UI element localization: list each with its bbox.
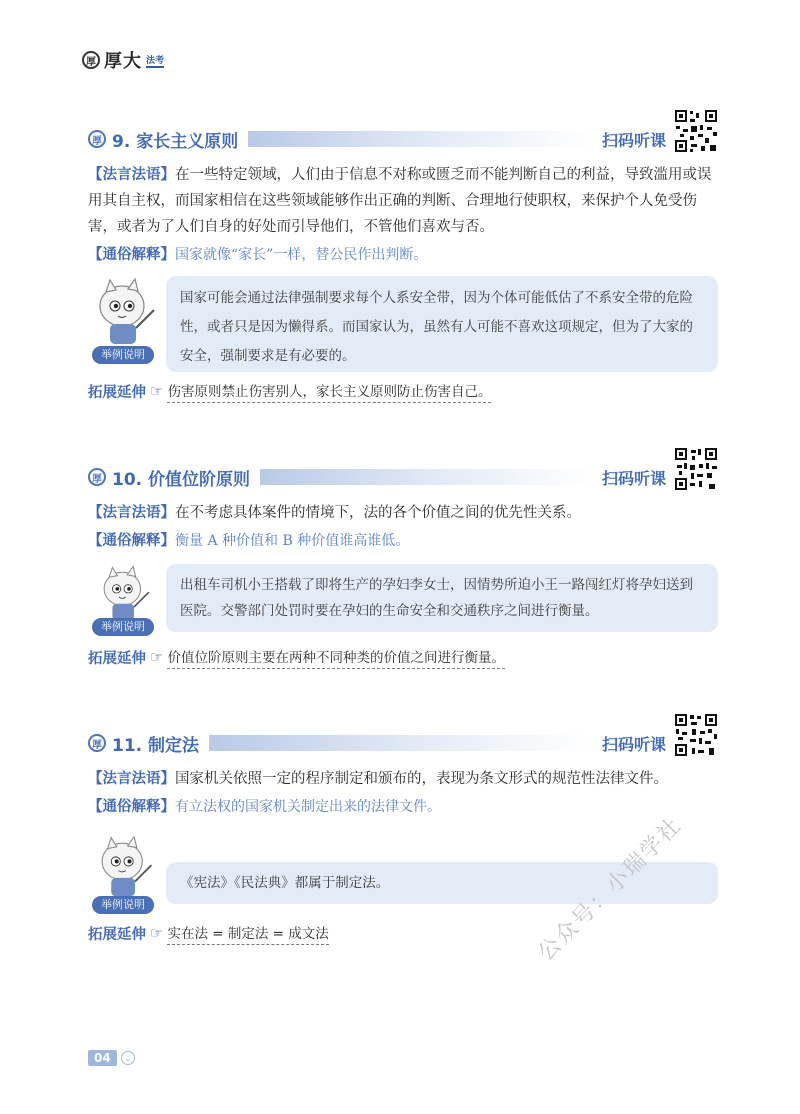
page-chevron-icon: ⌄: [121, 1051, 135, 1065]
logo-icon: 厚: [82, 51, 100, 69]
pointing-hand-icon: ☞: [150, 924, 164, 942]
example-label: 举例说明: [92, 618, 154, 636]
section-11: [88, 728, 718, 946]
plain-label: 【通俗解释】: [88, 799, 175, 815]
section-title: 10. 价值位阶原则: [112, 469, 251, 490]
section-icon: 厚: [88, 468, 106, 486]
logo-brand: 厚大: [104, 51, 142, 72]
legal-label: 【法言法语】: [88, 505, 175, 521]
example-label: 举例说明: [92, 896, 154, 914]
mascot-avatar: [88, 834, 160, 916]
plain-text: 有立法权的国家机关制定出来的法律文件。: [175, 799, 441, 815]
legal-definition: [88, 500, 718, 526]
scan-label: 扫码听课: [601, 468, 666, 488]
extension-label: 拓展延伸: [88, 650, 146, 667]
extension-label: 拓展延伸: [88, 384, 146, 401]
title-bar: [248, 131, 594, 147]
title-bar: [209, 735, 594, 751]
extension-label: 拓展延伸: [88, 926, 146, 943]
legal-definition: [88, 766, 718, 792]
qr-code-icon[interactable]: [674, 447, 718, 491]
section-icon: 厚: [88, 130, 106, 148]
pointing-hand-icon: ☞: [150, 648, 164, 666]
section-10: [88, 462, 718, 670]
mascot-avatar: [88, 564, 160, 638]
watermark: 公众号：小瑞学社: [533, 812, 687, 967]
section-header: [88, 124, 718, 154]
example-block: [88, 276, 718, 372]
section-header: [88, 462, 718, 492]
extension-row: [88, 378, 718, 404]
page-number: [88, 1048, 156, 1068]
section-title: 9. 家长主义原则: [112, 131, 239, 152]
section-header: [88, 728, 718, 758]
extension-text: 价值位阶原则主要在两种不同种类的价值之间进行衡量。: [167, 646, 505, 669]
scan-label: 扫码听课: [601, 734, 666, 754]
mascot-icon: [88, 564, 160, 622]
example-block: [88, 564, 718, 638]
qr-code-icon[interactable]: [674, 713, 718, 757]
mascot-icon: [88, 276, 160, 346]
section-icon: 厚: [88, 734, 106, 752]
extension-row: [88, 920, 718, 946]
plain-label: 【通俗解释】: [88, 533, 175, 549]
plain-text: 衡量 A 种价值和 B 种价值谁高谁低。: [175, 533, 410, 549]
plain-explanation: [88, 794, 718, 820]
example-label: 举例说明: [92, 346, 154, 364]
extension-text: 伤害原则禁止伤害别人，家长主义原则防止伤害自己。: [167, 380, 491, 403]
qr-code-icon[interactable]: [674, 109, 718, 153]
section-9: [88, 124, 718, 404]
plain-explanation: [88, 242, 718, 268]
legal-text: 国家机关依照一定的程序制定和颁布的，表现为条文形式的规范性法律文件。: [175, 771, 668, 787]
logo-tag: 法考: [146, 53, 164, 68]
pointing-hand-icon: ☞: [150, 382, 164, 400]
mascot-avatar: [88, 276, 160, 366]
plain-text: 国家就像“家长”一样，替公民作出判断。: [175, 247, 428, 263]
legal-text: 在不考虑具体案件的情境下，法的各个价值之间的优先性关系。: [175, 505, 581, 521]
legal-label: 【法言法语】: [88, 167, 175, 183]
legal-label: 【法言法语】: [88, 771, 175, 787]
extension-row: [88, 644, 718, 670]
example-bubble: 《宪法》《民法典》都属于制定法。: [166, 862, 718, 904]
brand-logo: [82, 48, 164, 72]
scan-label: 扫码听课: [601, 130, 666, 150]
example-bubble: 国家可能会通过法律强制要求每个人系安全带，因为个体可能低估了不系安全带的危险性，或者只是因为懒得系。而国家认为，虽然有人可能不喜欢这项规定，但为了大家的安全，强制要求是有必要的。: [166, 276, 718, 372]
legal-text: 在一些特定领域，人们由于信息不对称或匮乏而不能判断自己的利益，导致滥用或误用其自主权，而国家相信在这些领域能够作出正确的判断、合理地行使职权，来保护个人免受伤害，或者为了人们自身的好处而引导他们，不管他们喜欢与否。: [88, 167, 712, 235]
mascot-icon: [88, 834, 160, 898]
legal-definition: [88, 162, 718, 240]
plain-label: 【通俗解释】: [88, 247, 175, 263]
section-title: 11. 制定法: [112, 735, 200, 756]
page-number-text: 04: [88, 1050, 117, 1066]
example-bubble: 出租车司机小王搭载了即将生产的孕妇李女士，因情势所迫小王一路闯红灯将孕妇送到医院。交警部门处罚时要在孕妇的生命安全和交通秩序之间进行衡量。: [166, 564, 718, 632]
plain-explanation: [88, 528, 718, 554]
extension-text: 实在法 = 制定法 = 成文法: [167, 922, 328, 945]
title-bar: [260, 469, 594, 485]
